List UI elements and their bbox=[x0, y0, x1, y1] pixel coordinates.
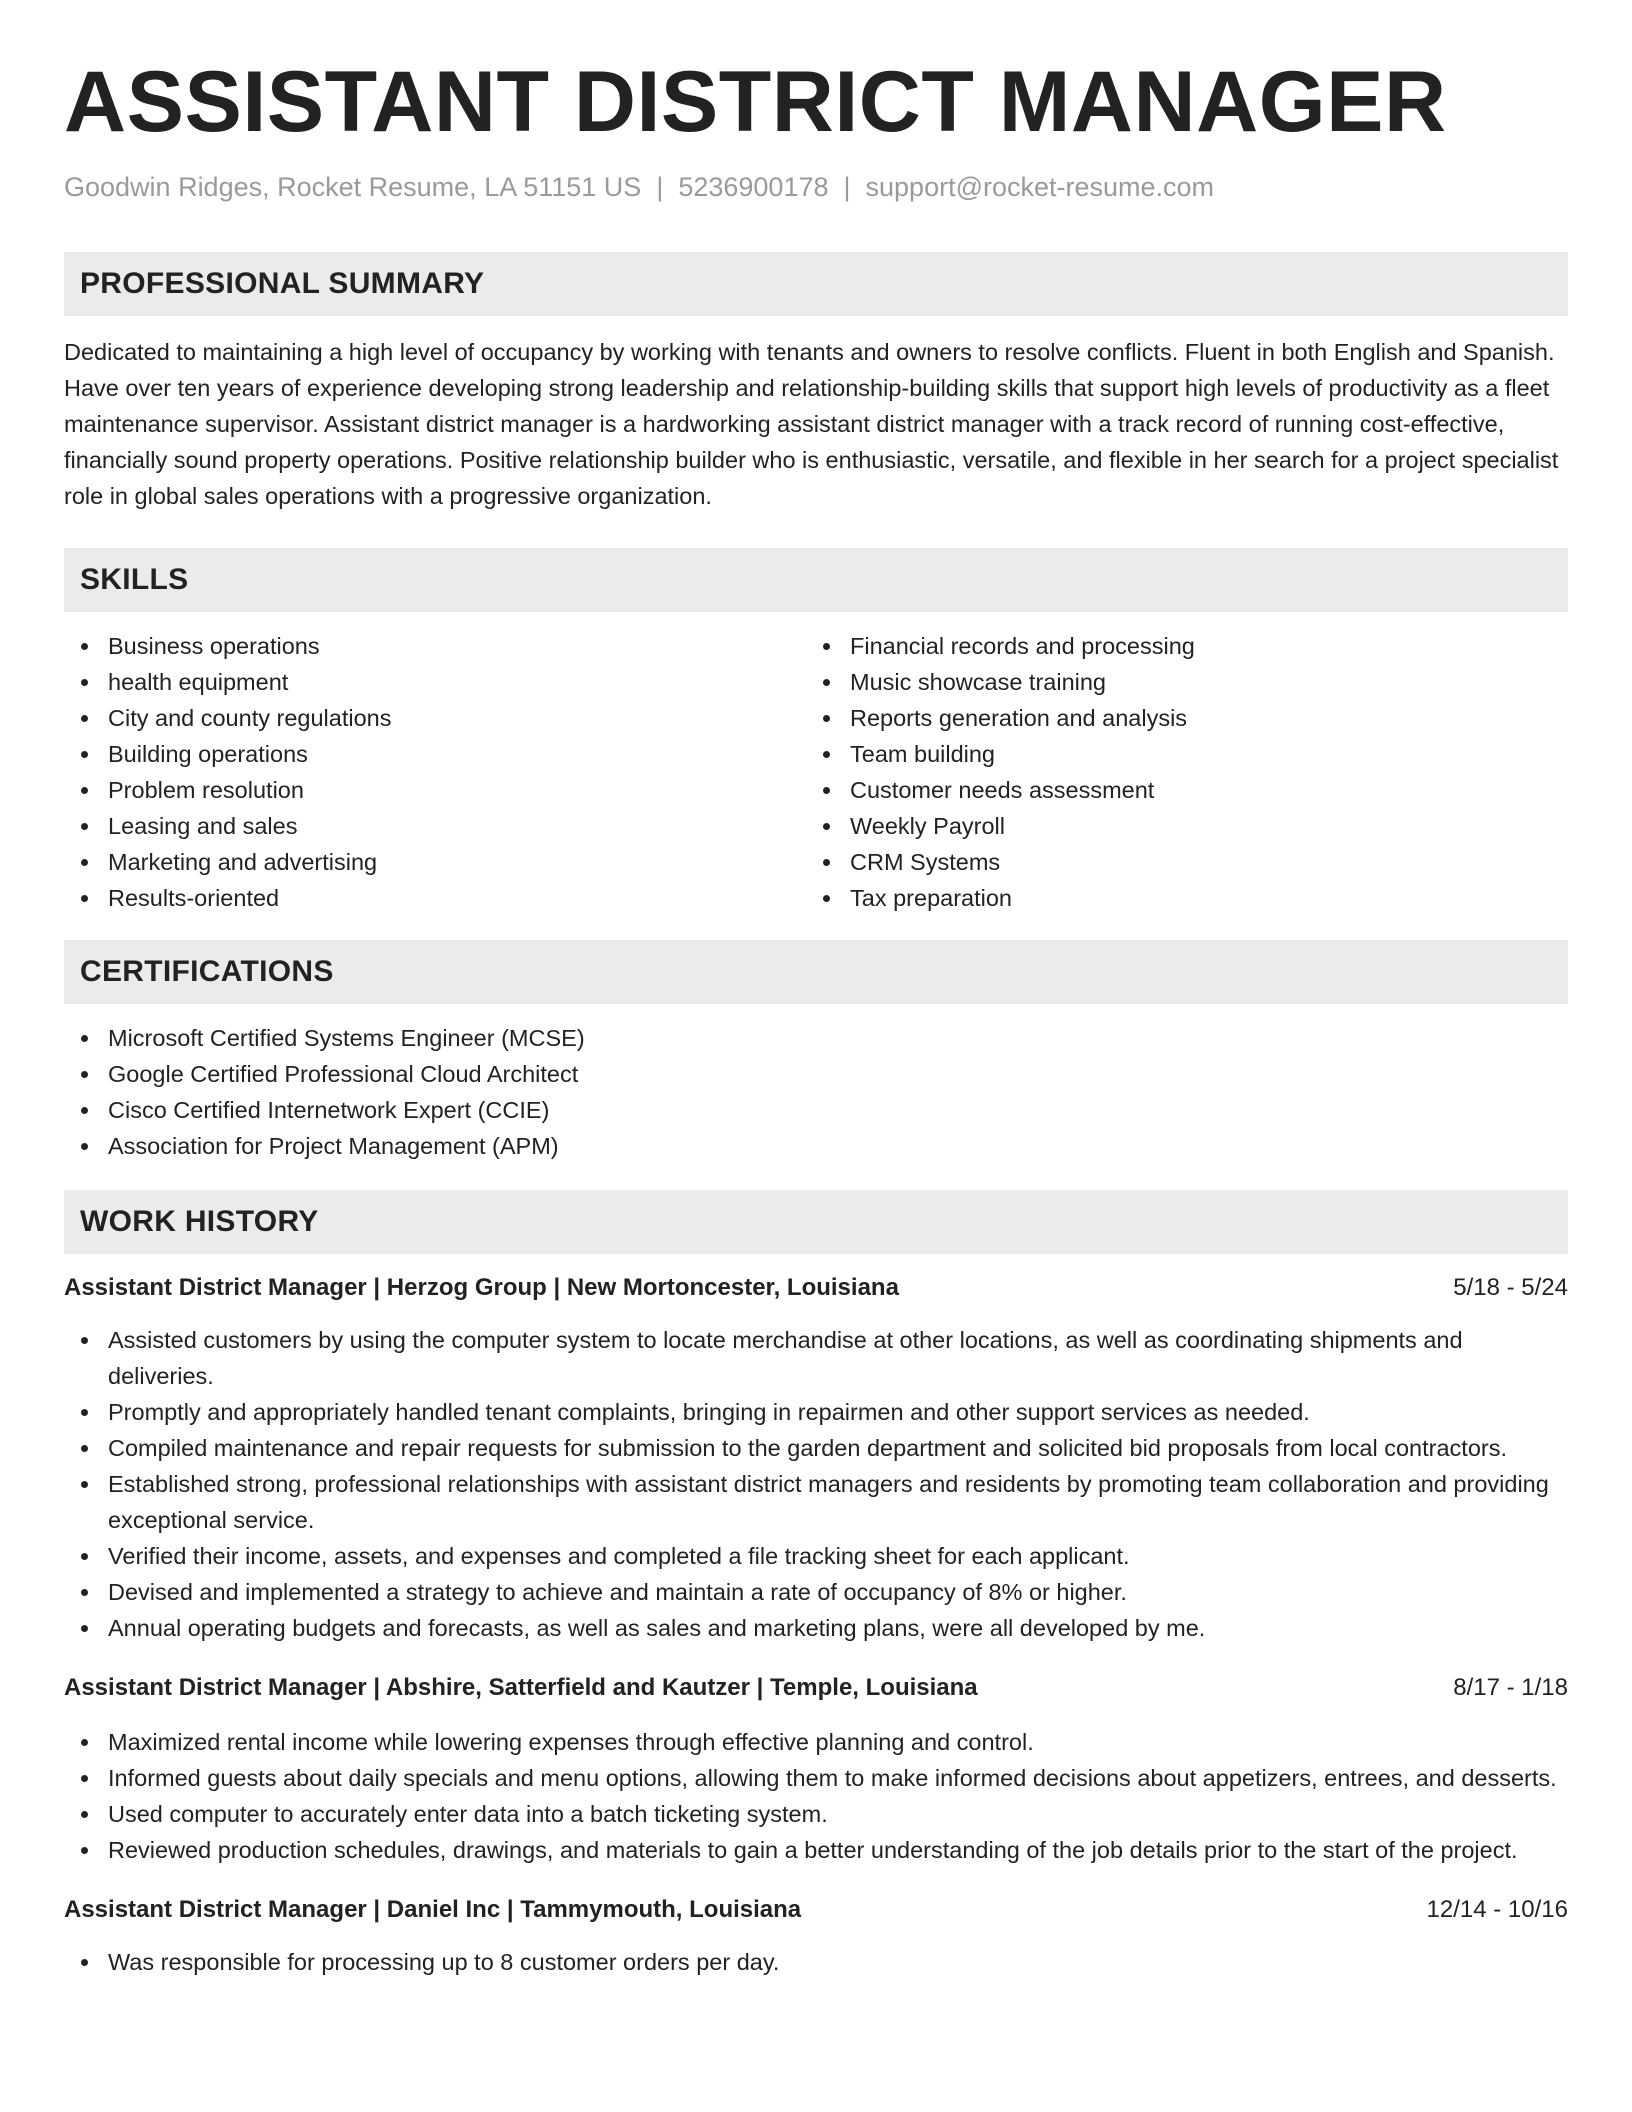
section-header-work-history: WORK HISTORY bbox=[64, 1190, 1568, 1254]
contact-separator: | bbox=[656, 172, 664, 202]
job-bullet: Used computer to accurately enter data into a batch ticketing system. bbox=[64, 1796, 1568, 1832]
skill-item: Music showcase training bbox=[806, 664, 1548, 700]
skill-item: Business operations bbox=[64, 628, 806, 664]
skill-item: Building operations bbox=[64, 736, 806, 772]
certification-item: Cisco Certified Internetwork Expert (CCIE) bbox=[64, 1092, 1568, 1128]
job-bullet: Verified their income, assets, and expenses and completed a file tracking sheet for each applicant. bbox=[64, 1538, 1568, 1574]
skill-item: Weekly Payroll bbox=[806, 808, 1548, 844]
skill-item: Tax preparation bbox=[806, 880, 1548, 916]
job-entry bbox=[64, 1670, 1568, 1868]
certification-item: Microsoft Certified Systems Engineer (MCSE) bbox=[64, 1020, 1568, 1056]
job-bullet: Annual operating budgets and forecasts, as well as sales and marketing plans, were all developed by me. bbox=[64, 1610, 1568, 1646]
section-header-certifications: CERTIFICATIONS bbox=[64, 940, 1568, 1004]
skill-item: Financial records and processing bbox=[806, 628, 1548, 664]
job-header bbox=[64, 1270, 1568, 1306]
certifications-list bbox=[64, 1020, 1568, 1164]
summary-paragraph: Dedicated to maintaining a high level of occupancy by working with tenants and owners to resolve conflicts. Fluent in both English and Spanish. Have over ten years of experience developing strong leadership and relationship-building skills that support high levels of productivity as a fleet maintenance supervisor. Assistant district manager is a hardworking assistant district manager with a track record of running cost-effective, financially sound property operations. Positive relationship builder who is enthusiastic, versatile, and flexible in her search for a project specialist role in global sales operations with a progressive organization. bbox=[64, 339, 1559, 509]
certification-item: Google Certified Professional Cloud Architect bbox=[64, 1056, 1568, 1092]
skill-item: Reports generation and analysis bbox=[806, 700, 1548, 736]
contact-separator: | bbox=[843, 172, 851, 202]
job-dates: 12/14 - 10/16 bbox=[1426, 1896, 1568, 1923]
skill-item: CRM Systems bbox=[806, 844, 1548, 880]
skill-item: Customer needs assessment bbox=[806, 772, 1548, 808]
skill-item: health equipment bbox=[64, 664, 806, 700]
contact-email: support@rocket-resume.com bbox=[865, 172, 1215, 202]
job-header bbox=[64, 1892, 1568, 1928]
job-dates: 5/18 - 5/24 bbox=[1453, 1274, 1568, 1301]
skills-column-left bbox=[64, 628, 806, 916]
skill-item: Team building bbox=[806, 736, 1548, 772]
job-bullet: Assisted customers by using the computer system to locate merchandise at other locations, as well as coordinating shipments and deliveries. bbox=[64, 1322, 1568, 1394]
job-bullet-list bbox=[64, 1944, 1568, 1980]
job-bullet: Established strong, professional relationships with assistant district managers and residents by promoting team collaboration and providing exceptional service. bbox=[64, 1466, 1568, 1538]
job-dates: 8/17 - 1/18 bbox=[1453, 1674, 1568, 1701]
job-bullet-list bbox=[64, 1724, 1568, 1868]
section-header-skills: SKILLS bbox=[64, 548, 1568, 612]
skill-item: Leasing and sales bbox=[64, 808, 806, 844]
skill-item: Marketing and advertising bbox=[64, 844, 806, 880]
job-bullet: Was responsible for processing up to 8 customer orders per day. bbox=[64, 1944, 1568, 1980]
contact-line bbox=[64, 170, 1568, 204]
job-entry bbox=[64, 1270, 1568, 1646]
skill-item: Results-oriented bbox=[64, 880, 806, 916]
job-header bbox=[64, 1670, 1568, 1706]
job-bullet: Informed guests about daily specials and menu options, allowing them to make informed decisions about appetizers, entrees, and desserts. bbox=[64, 1760, 1568, 1796]
contact-address: Goodwin Ridges, Rocket Resume, LA 51151 US bbox=[64, 172, 642, 202]
job-bullet: Compiled maintenance and repair requests for submission to the garden department and solicited bid proposals from local contractors. bbox=[64, 1430, 1568, 1466]
resume-name-heading: ASSISTANT DISTRICT MANAGER bbox=[64, 54, 1447, 150]
resume-page bbox=[64, 0, 1568, 1980]
contact-phone: 5236900178 bbox=[678, 172, 829, 202]
section-header-summary: PROFESSIONAL SUMMARY bbox=[64, 252, 1568, 316]
job-title: Assistant District Manager | Abshire, Satterfield and Kautzer | Temple, Louisiana bbox=[64, 1674, 978, 1701]
job-bullet: Devised and implemented a strategy to achieve and maintain a rate of occupancy of 8% or higher. bbox=[64, 1574, 1568, 1610]
job-title: Assistant District Manager | Daniel Inc | Tammymouth, Louisiana bbox=[64, 1896, 802, 1923]
skill-item: City and county regulations bbox=[64, 700, 806, 736]
skill-item: Problem resolution bbox=[64, 772, 806, 808]
job-bullet-list bbox=[64, 1322, 1568, 1646]
job-bullet: Maximized rental income while lowering expenses through effective planning and control. bbox=[64, 1724, 1568, 1760]
job-title: Assistant District Manager | Herzog Group | New Mortoncester, Louisiana bbox=[64, 1274, 899, 1301]
skills-column-right bbox=[806, 628, 1548, 916]
job-entry bbox=[64, 1892, 1568, 1980]
certification-item: Association for Project Management (APM) bbox=[64, 1128, 1568, 1164]
skills-list bbox=[64, 628, 1568, 916]
job-bullet: Reviewed production schedules, drawings, and materials to gain a better understanding of the job details prior to the start of the project. bbox=[64, 1832, 1568, 1868]
job-bullet: Promptly and appropriately handled tenant complaints, bringing in repairmen and other support services as needed. bbox=[64, 1394, 1568, 1430]
